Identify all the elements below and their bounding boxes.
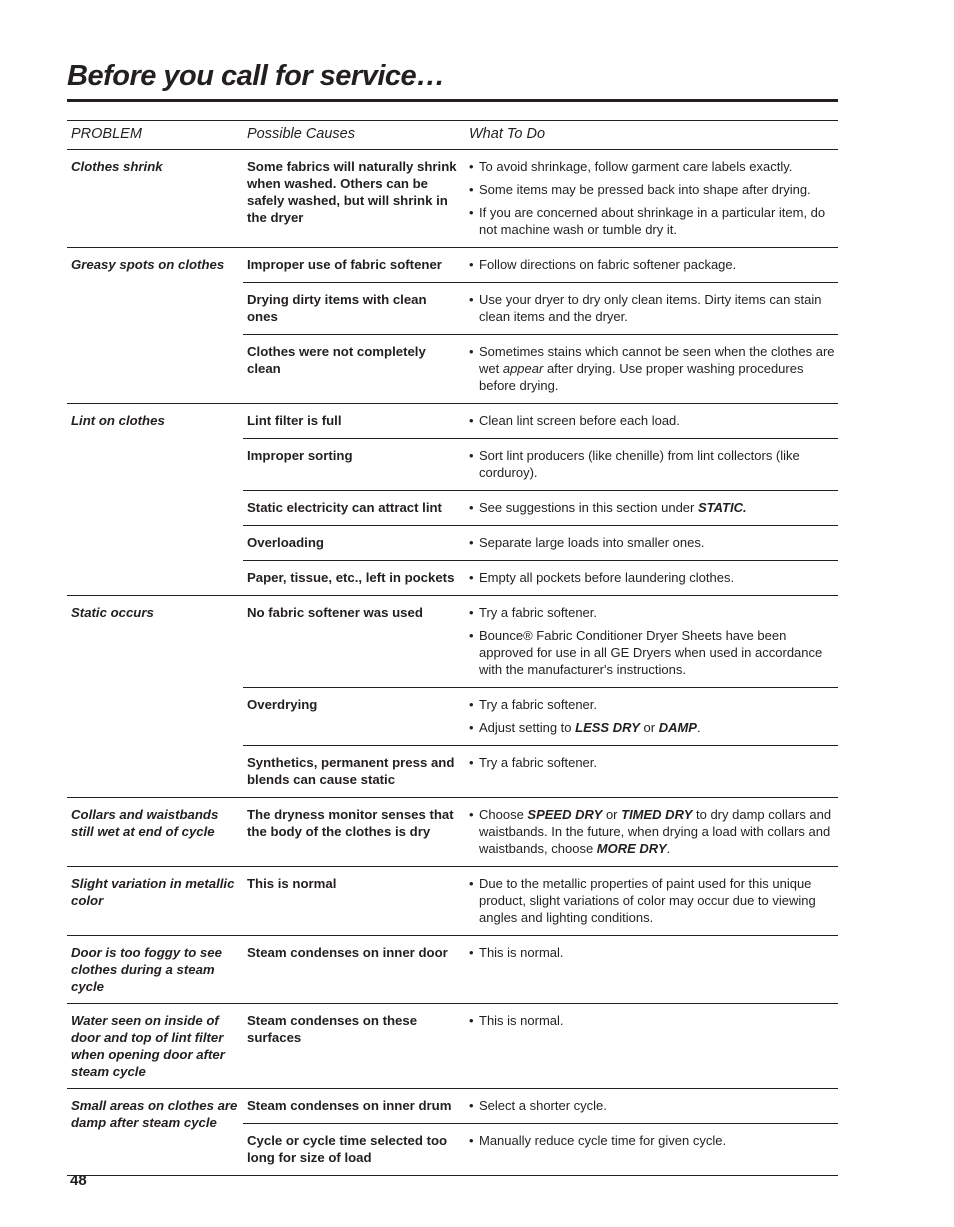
- possible-cause: Cycle or cycle time selected too long for size of load: [247, 1133, 448, 1165]
- cause-row: [243, 936, 838, 970]
- todo-item: • This is normal.: [469, 944, 838, 961]
- cause-row: [243, 798, 838, 866]
- table-row: [67, 404, 838, 596]
- cause-row: [243, 439, 838, 491]
- todo-item: • Try a fabric softener.: [469, 754, 838, 771]
- cause-row: [243, 1124, 838, 1175]
- what-to-do: [469, 806, 838, 857]
- possible-cause: Drying dirty items with clean ones: [247, 292, 427, 324]
- cause-row: [243, 283, 838, 335]
- cause-row: [243, 404, 838, 439]
- possible-cause: Overloading: [247, 535, 324, 550]
- cause-row: [243, 248, 838, 283]
- table-row: [67, 1089, 838, 1176]
- table-row: [67, 150, 838, 248]
- what-to-do: [469, 1012, 838, 1029]
- what-to-do: [469, 604, 838, 678]
- what-to-do: [469, 534, 838, 551]
- what-to-do: [469, 499, 838, 516]
- page-number: 48: [70, 1172, 87, 1189]
- what-to-do: [469, 875, 838, 926]
- table-row: [67, 867, 838, 936]
- cause-row: [243, 150, 838, 247]
- cause-row: [243, 335, 838, 403]
- possible-cause: Improper use of fabric softener: [247, 257, 442, 272]
- possible-cause: Steam condenses on inner drum: [247, 1098, 452, 1113]
- problem-label: Static occurs: [71, 605, 154, 620]
- possible-cause: This is normal: [247, 876, 337, 891]
- todo-item: • Use your dryer to dry only clean items. Dirty items can stain clean items and the dryer.: [469, 291, 838, 325]
- troubleshooting-table: [67, 120, 838, 1176]
- cause-row: [243, 1089, 838, 1124]
- possible-cause: Paper, tissue, etc., left in pockets: [247, 570, 455, 585]
- todo-item: • Select a shorter cycle.: [469, 1097, 838, 1114]
- todo-item: • Try a fabric softener.: [469, 696, 838, 713]
- cause-row: [243, 526, 838, 561]
- what-to-do: [469, 343, 838, 394]
- page-title: Before you call for service…: [67, 60, 445, 92]
- header-possible-causes: Possible Causes: [247, 126, 355, 142]
- possible-cause: Steam condenses on inner door: [247, 945, 448, 960]
- what-to-do: [469, 412, 838, 429]
- possible-cause: Static electricity can attract lint: [247, 500, 442, 515]
- todo-item: • See suggestions in this section under STATIC.: [469, 499, 838, 516]
- todo-item: • Bounce® Fabric Conditioner Dryer Sheets have been approved for use in all GE Dryers when used in accordance with the manufacturer's instructions.: [469, 627, 838, 678]
- title-divider: [67, 99, 838, 102]
- todo-item: • Empty all pockets before laundering clothes.: [469, 569, 838, 586]
- table-row: [67, 1004, 838, 1089]
- problem-label: Slight variation in metallic color: [71, 876, 235, 908]
- problem-label: Small areas on clothes are damp after steam cycle: [71, 1098, 238, 1130]
- possible-cause: Lint filter is full: [247, 413, 342, 428]
- todo-item: • If you are concerned about shrinkage in a particular item, do not machine wash or tumble dry it.: [469, 204, 838, 238]
- what-to-do: [469, 569, 838, 586]
- what-to-do: [469, 696, 838, 736]
- todo-item: • Separate large loads into smaller ones.: [469, 534, 838, 551]
- problem-label: Water seen on inside of door and top of lint filter when opening door after steam cycle: [71, 1013, 225, 1079]
- todo-item: • This is normal.: [469, 1012, 838, 1029]
- what-to-do: [469, 1097, 838, 1114]
- table-body: [67, 150, 838, 1176]
- possible-cause: No fabric softener was used: [247, 605, 423, 620]
- what-to-do: [469, 291, 838, 325]
- what-to-do: [469, 754, 838, 771]
- cause-row: [243, 746, 838, 797]
- possible-cause: Steam condenses on these surfaces: [247, 1013, 418, 1045]
- todo-item: • Sort lint producers (like chenille) from lint collectors (like corduroy).: [469, 447, 838, 481]
- todo-item: • Some items may be pressed back into shape after drying.: [469, 181, 838, 198]
- possible-cause: Overdrying: [247, 697, 318, 712]
- what-to-do: [469, 447, 838, 481]
- header-problem: PROBLEM: [71, 126, 142, 142]
- table-row: [67, 248, 838, 404]
- todo-item: • Manually reduce cycle time for given cycle.: [469, 1132, 838, 1149]
- possible-cause: Clothes were not completely clean: [247, 344, 426, 376]
- cause-row: [243, 1004, 838, 1055]
- cause-row: [243, 491, 838, 526]
- todo-item: • To avoid shrinkage, follow garment care labels exactly.: [469, 158, 838, 175]
- cause-row: [243, 596, 838, 688]
- problem-label: Greasy spots on clothes: [71, 257, 225, 272]
- what-to-do: [469, 158, 838, 238]
- todo-item: • Due to the metallic properties of paint used for this unique product, slight variations of color may occur due to viewing angles and lighting conditions.: [469, 875, 838, 926]
- todo-item: • Follow directions on fabric softener package.: [469, 256, 838, 273]
- possible-cause: Some fabrics will naturally shrink when washed. Others can be safely washed, but will shrink in the dryer: [247, 159, 457, 225]
- what-to-do: [469, 256, 838, 273]
- what-to-do: [469, 1132, 838, 1149]
- problem-label: Lint on clothes: [71, 413, 165, 428]
- table-row: [67, 798, 838, 867]
- todo-item: • Try a fabric softener.: [469, 604, 838, 621]
- cause-row: [243, 688, 838, 746]
- cause-row: [243, 867, 838, 935]
- table-row: [67, 596, 838, 798]
- todo-item: • Adjust setting to LESS DRY or DAMP.: [469, 719, 838, 736]
- header-what-to-do: What To Do: [469, 126, 546, 142]
- possible-cause: The dryness monitor senses that the body of the clothes is dry: [247, 807, 454, 839]
- problem-label: Door is too foggy to see clothes during a steam cycle: [71, 945, 222, 994]
- what-to-do: [469, 944, 838, 961]
- table-header: [67, 120, 838, 150]
- todo-item: • Choose SPEED DRY or TIMED DRY to dry damp collars and waistbands. In the future, when drying a load with collars and waistbands, choose MORE DRY.: [469, 806, 838, 857]
- todo-item: • Sometimes stains which cannot be seen when the clothes are wet appear after drying. Use proper washing procedures before drying.: [469, 343, 838, 394]
- table-row: [67, 936, 838, 1004]
- todo-item: • Clean lint screen before each load.: [469, 412, 838, 429]
- possible-cause: Synthetics, permanent press and blends can cause static: [247, 755, 455, 787]
- problem-label: Clothes shrink: [71, 159, 163, 174]
- cause-row: [243, 561, 838, 595]
- problem-label: Collars and waistbands still wet at end of cycle: [71, 807, 219, 839]
- possible-cause: Improper sorting: [247, 448, 353, 463]
